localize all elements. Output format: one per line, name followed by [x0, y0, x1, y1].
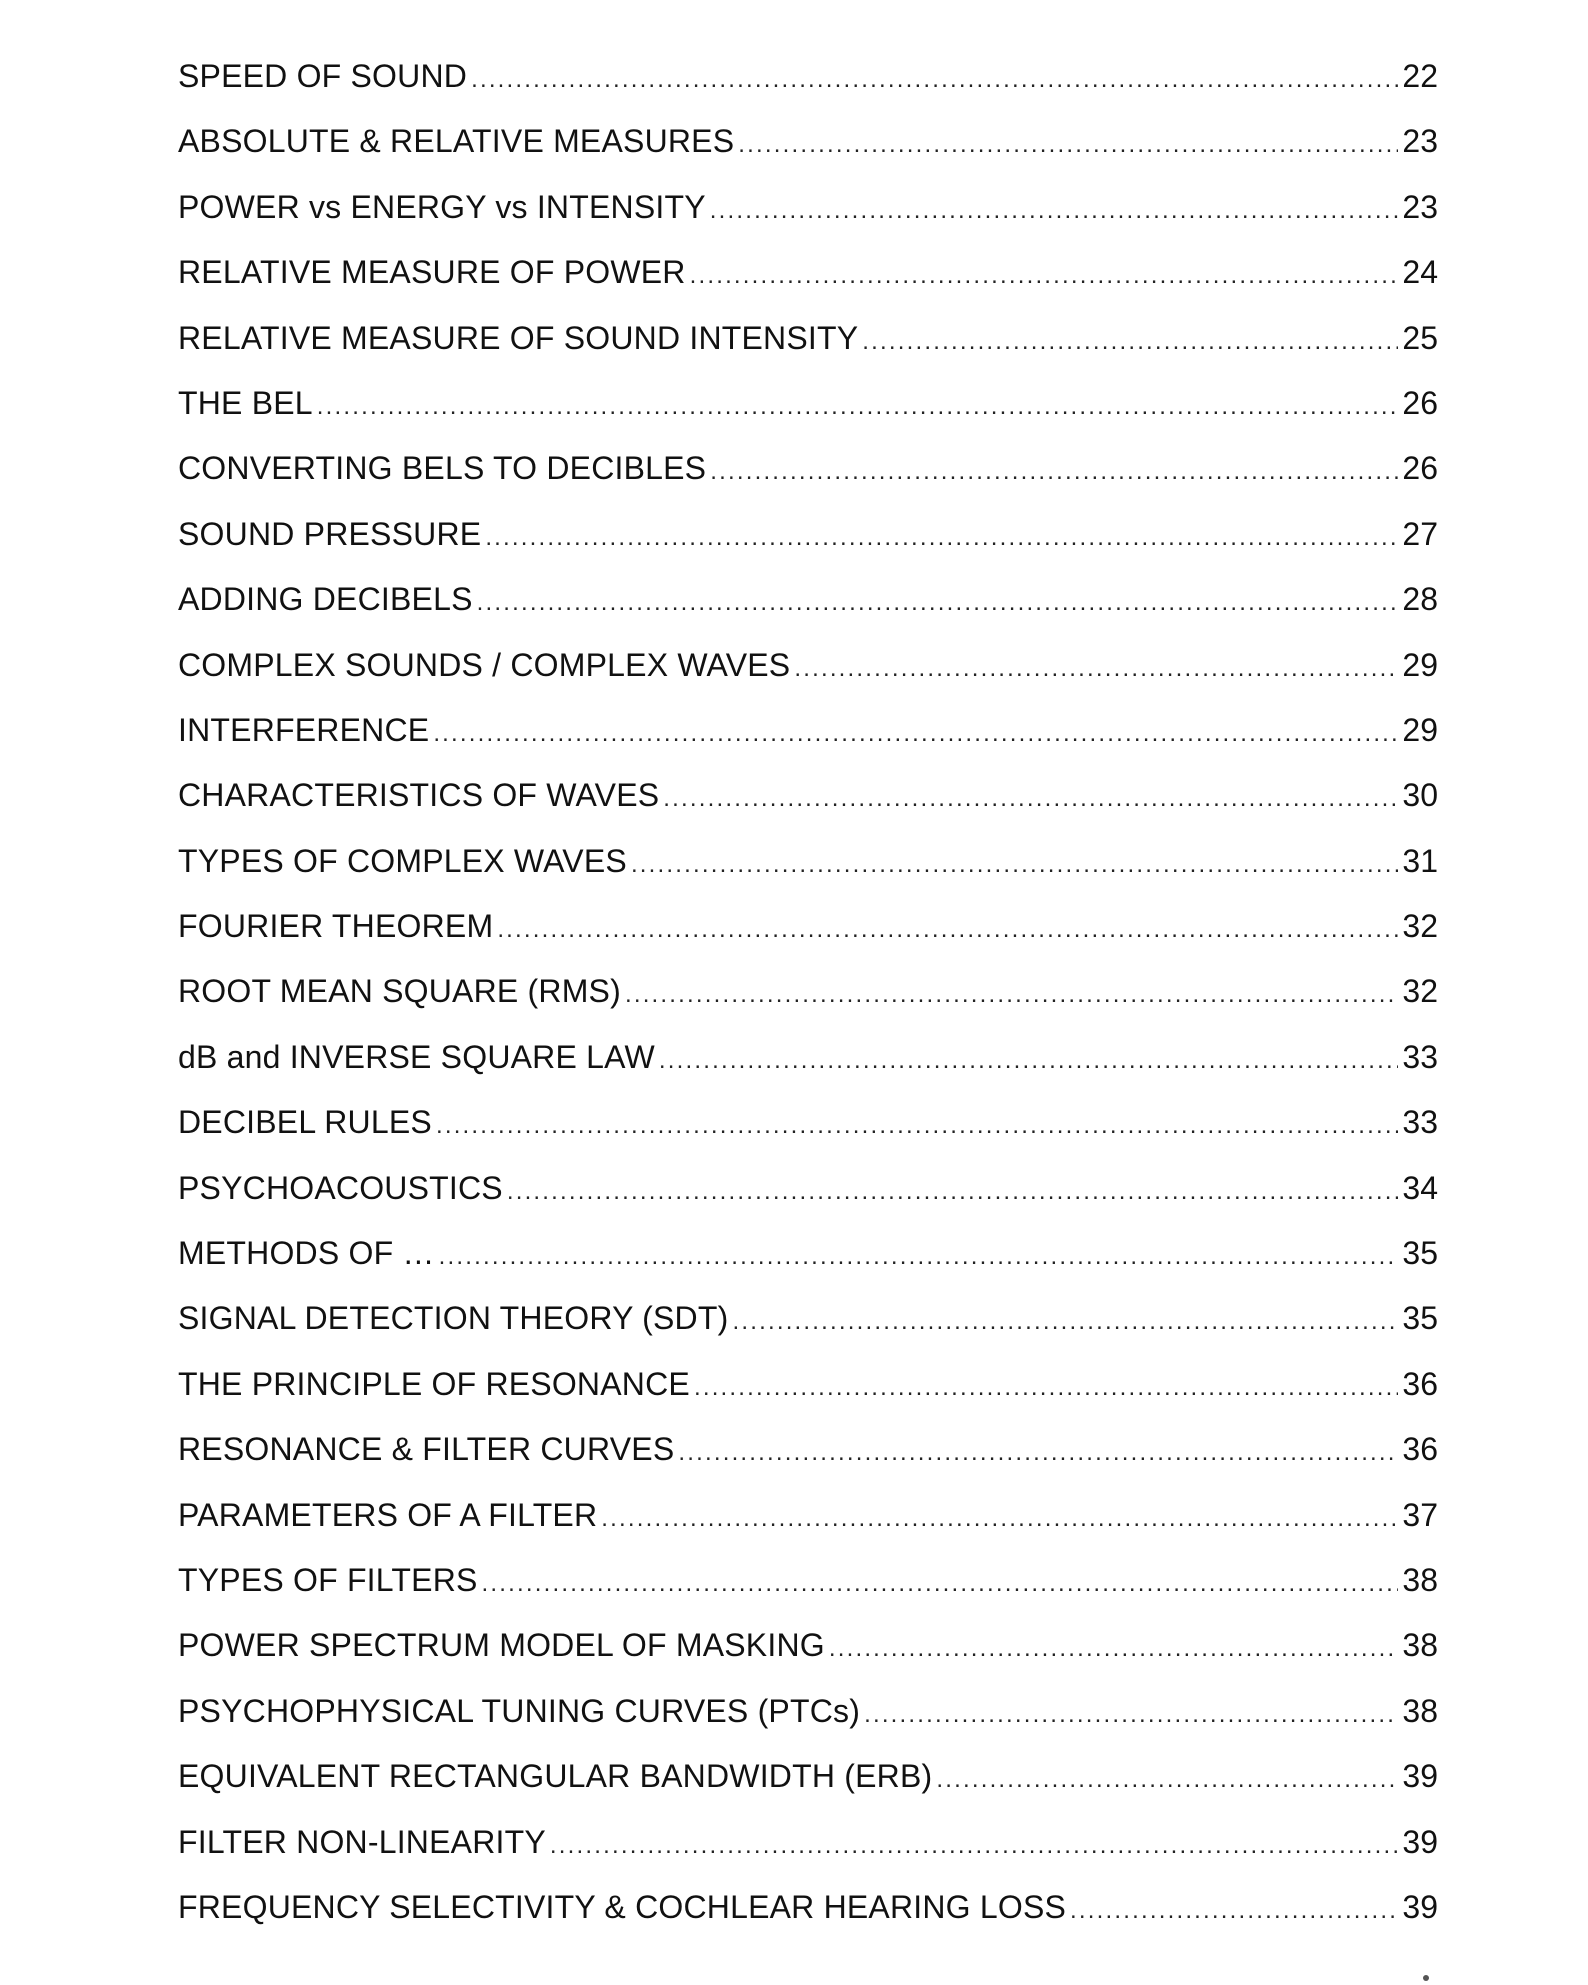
toc-page-number: 29 [1402, 711, 1438, 748]
toc-entry-title: POWER vs ENERGY vs INTENSITY [178, 188, 706, 225]
toc-dot-leader [477, 591, 1399, 615]
toc-entry-title: POWER SPECTRUM MODEL OF MASKING [178, 1627, 825, 1664]
toc-dot-leader [485, 526, 1398, 550]
toc-entry[interactable] [178, 1038, 1438, 1106]
toc-dot-leader [1070, 1899, 1398, 1923]
toc-entry-title: FILTER NON-LINEARITY [178, 1823, 546, 1860]
toc-entry-title: TYPES OF FILTERS [178, 1561, 478, 1598]
toc-page-number: 29 [1402, 646, 1438, 683]
toc-dot-leader [710, 460, 1398, 484]
toc-dot-leader [439, 1245, 1399, 1269]
toc-entry[interactable] [178, 1692, 1438, 1760]
toc-page-number: 36 [1402, 1365, 1438, 1402]
toc-entry-title: TYPES OF COMPLEX WAVES [178, 842, 627, 879]
toc-entry[interactable] [178, 1629, 1438, 1694]
toc-entry-title: INTERFERENCE [178, 711, 430, 748]
toc-dot-leader [436, 1114, 1398, 1138]
toc-dot-leader [471, 68, 1398, 92]
toc-page-number: 25 [1402, 319, 1438, 356]
toc-entry-title: COMPLEX SOUNDS / COMPLEX WAVES [178, 646, 791, 683]
toc-entry[interactable] [178, 646, 1438, 714]
toc-dot-leader [317, 395, 1399, 419]
toc-entry[interactable] [178, 1496, 1438, 1564]
toc-page-number: 30 [1402, 777, 1438, 814]
toc-entry[interactable] [178, 842, 1438, 910]
toc-entry-title: CHARACTERISTICS OF WAVES [178, 777, 660, 814]
toc-page-number: 26 [1402, 450, 1438, 487]
toc-page-number: 39 [1402, 1758, 1438, 1795]
toc-entry-title: SPEED OF SOUND [178, 58, 468, 94]
toc-page-number: 37 [1402, 1496, 1438, 1533]
toc-page-number: 28 [1402, 581, 1438, 618]
toc-entry[interactable] [178, 188, 1438, 256]
toc-page-number: 36 [1402, 1431, 1438, 1468]
toc-entry[interactable] [178, 384, 1438, 452]
toc-entry-title: EQUIVALENT RECTANGULAR BANDWIDTH (ERB) [178, 1758, 933, 1795]
toc-dot-leader [659, 1049, 1399, 1073]
toc-dot-leader [690, 264, 1399, 288]
toc-page-number: 38 [1402, 1627, 1438, 1664]
toc-entry[interactable] [178, 1823, 1438, 1891]
toc-dot-leader [497, 918, 1398, 942]
toc-entry-title: PSYCHOACOUSTICS [178, 1169, 503, 1206]
toc-entry[interactable] [178, 1561, 1438, 1629]
toc-dot-leader [862, 330, 1398, 354]
toc-page-number: 23 [1402, 123, 1438, 160]
toc-page-number: 38 [1402, 1692, 1438, 1729]
toc-entry-title: RELATIVE MEASURE OF SOUND INTENSITY [178, 319, 859, 356]
toc-dot-leader [732, 1310, 1398, 1334]
toc-entry[interactable] [178, 1169, 1438, 1237]
toc-entry[interactable] [178, 60, 1438, 125]
toc-entry-title: FREQUENCY SELECTIVITY & COCHLEAR HEARING LOSS [178, 1888, 1067, 1925]
toc-page-number: 38 [1402, 1561, 1438, 1598]
toc-entry[interactable] [178, 1365, 1438, 1433]
toc-entry[interactable] [178, 125, 1438, 190]
toc-dot-leader [829, 1637, 1399, 1661]
toc-dot-leader [694, 1376, 1398, 1400]
toc-entry[interactable] [178, 910, 1438, 975]
toc-dot-leader [738, 133, 1398, 157]
toc-page-number: 22 [1402, 58, 1438, 94]
toc-entry-title: ABSOLUTE & RELATIVE MEASURES [178, 123, 735, 160]
toc-dot-leader [864, 1703, 1398, 1727]
toc-page-number: 35 [1402, 1235, 1438, 1272]
toc-entry-title: ROOT MEAN SQUARE (RMS) [178, 973, 621, 1010]
toc-entry-title: THE PRINCIPLE OF RESONANCE [178, 1365, 690, 1402]
toc-entry-title: SIGNAL DETECTION THEORY (SDT) [178, 1300, 729, 1337]
table-of-contents [178, 60, 1438, 1956]
toc-dot-leader [710, 199, 1399, 223]
toc-entry[interactable] [178, 975, 1438, 1040]
toc-entry[interactable] [178, 711, 1438, 779]
toc-dot-leader [678, 1441, 1398, 1465]
toc-dot-leader [794, 657, 1398, 681]
toc-page-number: 33 [1402, 1038, 1438, 1075]
toc-page-number: 39 [1402, 1823, 1438, 1860]
toc-entry-title: RELATIVE MEASURE OF POWER [178, 254, 686, 291]
toc-page-number: 23 [1402, 188, 1438, 225]
toc-entry[interactable] [178, 779, 1438, 844]
toc-entry[interactable] [178, 583, 1438, 648]
toc-entry[interactable] [178, 452, 1438, 517]
toc-dot-leader [482, 1572, 1399, 1596]
toc-page-number: 34 [1402, 1169, 1438, 1206]
toc-entry[interactable] [178, 1433, 1438, 1498]
toc-entry-title: DECIBEL RULES [178, 1104, 432, 1141]
toc-entry[interactable] [178, 1888, 1438, 1956]
toc-dot-leader [625, 983, 1398, 1007]
toc-entry-title: RESONANCE & FILTER CURVES [178, 1431, 675, 1468]
toc-entry-title: METHODS OF … [178, 1235, 435, 1272]
toc-entry[interactable] [178, 1237, 1438, 1302]
toc-page-number: 32 [1402, 908, 1438, 945]
toc-page-number: 24 [1402, 254, 1438, 291]
page-corner-mark [1423, 1975, 1429, 1981]
toc-page-number: 32 [1402, 973, 1438, 1010]
toc-entry[interactable] [178, 256, 1438, 321]
toc-entry-title: dB and INVERSE SQUARE LAW [178, 1038, 655, 1075]
toc-entry-title: ADDING DECIBELS [178, 581, 473, 618]
toc-page-number: 31 [1402, 842, 1438, 879]
toc-page-number: 33 [1402, 1104, 1438, 1141]
toc-dot-leader [550, 1834, 1399, 1858]
toc-entry-title: PARAMETERS OF A FILTER [178, 1496, 598, 1533]
toc-entry[interactable] [178, 319, 1438, 387]
toc-entry-title: SOUND PRESSURE [178, 515, 482, 552]
toc-page-number: 35 [1402, 1300, 1438, 1337]
toc-dot-leader [936, 1768, 1398, 1792]
toc-dot-leader [663, 787, 1398, 811]
toc-dot-leader [631, 853, 1398, 877]
toc-entry[interactable] [178, 1760, 1438, 1825]
toc-entry-title: PSYCHOPHYSICAL TUNING CURVES (PTCs) [178, 1692, 861, 1729]
toc-dot-leader [601, 1507, 1398, 1531]
toc-entry-title: CONVERTING BELS TO DECIBLES [178, 450, 707, 487]
toc-entry-title: THE BEL [178, 384, 313, 421]
toc-page-number: 26 [1402, 384, 1438, 421]
toc-entry[interactable] [178, 1302, 1438, 1367]
toc-page-number: 39 [1402, 1888, 1438, 1925]
toc-entry[interactable] [178, 515, 1438, 583]
toc-entry-title: FOURIER THEOREM [178, 908, 494, 945]
toc-page-number: 27 [1402, 515, 1438, 552]
toc-entry[interactable] [178, 1106, 1438, 1171]
toc-dot-leader [433, 722, 1398, 746]
toc-dot-leader [507, 1180, 1399, 1204]
